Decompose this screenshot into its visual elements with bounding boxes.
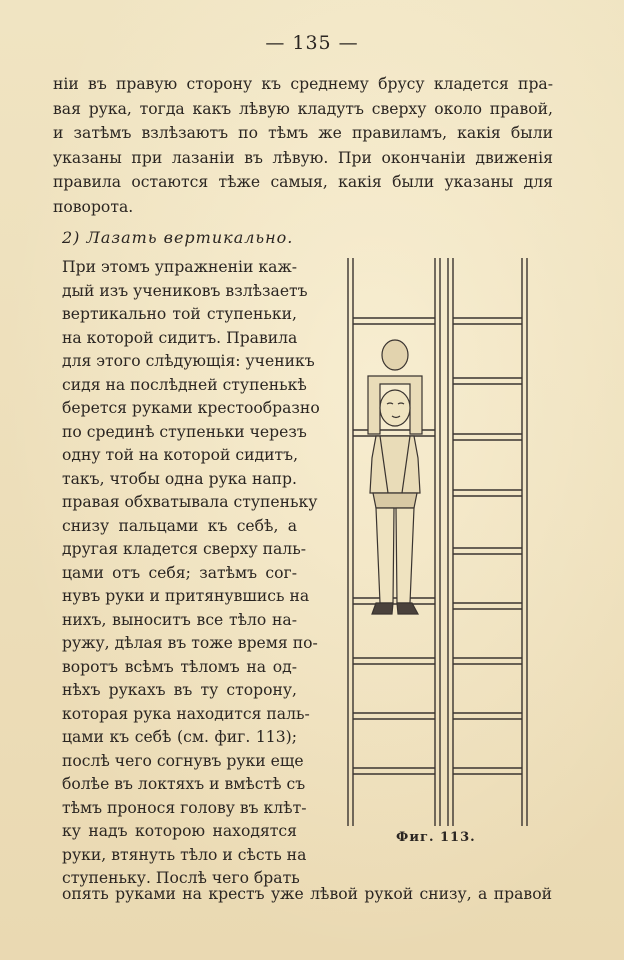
text-line: ружу, дѣлая въ тоже время по-: [62, 634, 318, 652]
text-line: цами къ себѣ (см. фиг. 113);: [62, 728, 297, 746]
text-line: сидя на послѣдней ступенькѣ: [62, 375, 307, 394]
text-line: ступеньку. Послѣ чего брать: [62, 869, 300, 887]
figure-113-illustration: [340, 258, 550, 826]
text-line: на которой сидитъ. Правила: [62, 328, 298, 347]
text-line: другая кладется сверху паль-: [62, 540, 306, 558]
text-line: послѣ чего согнувъ руки еще: [62, 751, 304, 770]
text-line: тѣмъ пронося голову въ клѣт-: [62, 798, 307, 817]
text-line: нувъ руки и притянувшись на: [62, 587, 310, 605]
text-line: по срединѣ ступеньки черезъ: [62, 422, 307, 441]
text-line: нихъ, выноситъ все тѣло на-: [62, 610, 297, 629]
text-line: болѣе въ локтяхъ и вмѣстѣ съ: [62, 775, 306, 793]
section-subheading: 2) Лазать вертикально.: [62, 228, 294, 247]
text-line: поворота.: [53, 197, 134, 216]
text-line: снизу пальцами къ себѣ, а: [62, 516, 297, 535]
text-line: для этого слѣдующія: ученикъ: [62, 352, 315, 370]
text-line: указаны при лазаніи въ лѣвую. При окончаніи движенія: [53, 148, 553, 167]
text-line: одну той на которой сидитъ,: [62, 446, 299, 464]
text-line: нѣхъ рукахъ въ ту сторону,: [62, 681, 297, 699]
text-line: цами отъ себя; затѣмъ сог-: [62, 563, 297, 582]
text-line: берется руками крестообразно: [62, 399, 320, 417]
text-line: руки, втянуть тѣло и сѣсть на: [62, 845, 307, 864]
text-line: воротъ всѣмъ тѣломъ на од-: [62, 657, 297, 676]
text-line: и затѣмъ взлѣзаютъ по тѣмъ же правиламъ, какія были: [53, 124, 553, 142]
text-line: ку надъ которою находятся: [62, 822, 297, 840]
page-number: — 135 —: [265, 32, 359, 54]
text-line: ніи въ правую сторону къ среднему брусу кладется пра-: [53, 75, 553, 93]
text-line: которая рука находится паль-: [62, 704, 310, 723]
text-line: вая рука, тогда какъ лѣвую кладутъ сверху около правой,: [53, 99, 553, 118]
bottom-text-line: опять руками на крестъ уже лѣвой рукой снизу, а правой: [62, 885, 552, 903]
figure-caption: Фиг. 113.: [396, 830, 476, 845]
text-line: дый изъ учениковъ взлѣзаетъ: [62, 281, 308, 300]
text-line: правая обхватывала ступеньку: [62, 493, 318, 511]
text-line: правила остаются тѣже самыя, какія были указаны для: [53, 173, 553, 191]
text-line: вертикально той ступеньки,: [62, 305, 297, 323]
text-line: При этомъ упражненіи каж-: [62, 258, 297, 276]
text-line: такъ, чтобы одна рука напр.: [62, 469, 297, 488]
